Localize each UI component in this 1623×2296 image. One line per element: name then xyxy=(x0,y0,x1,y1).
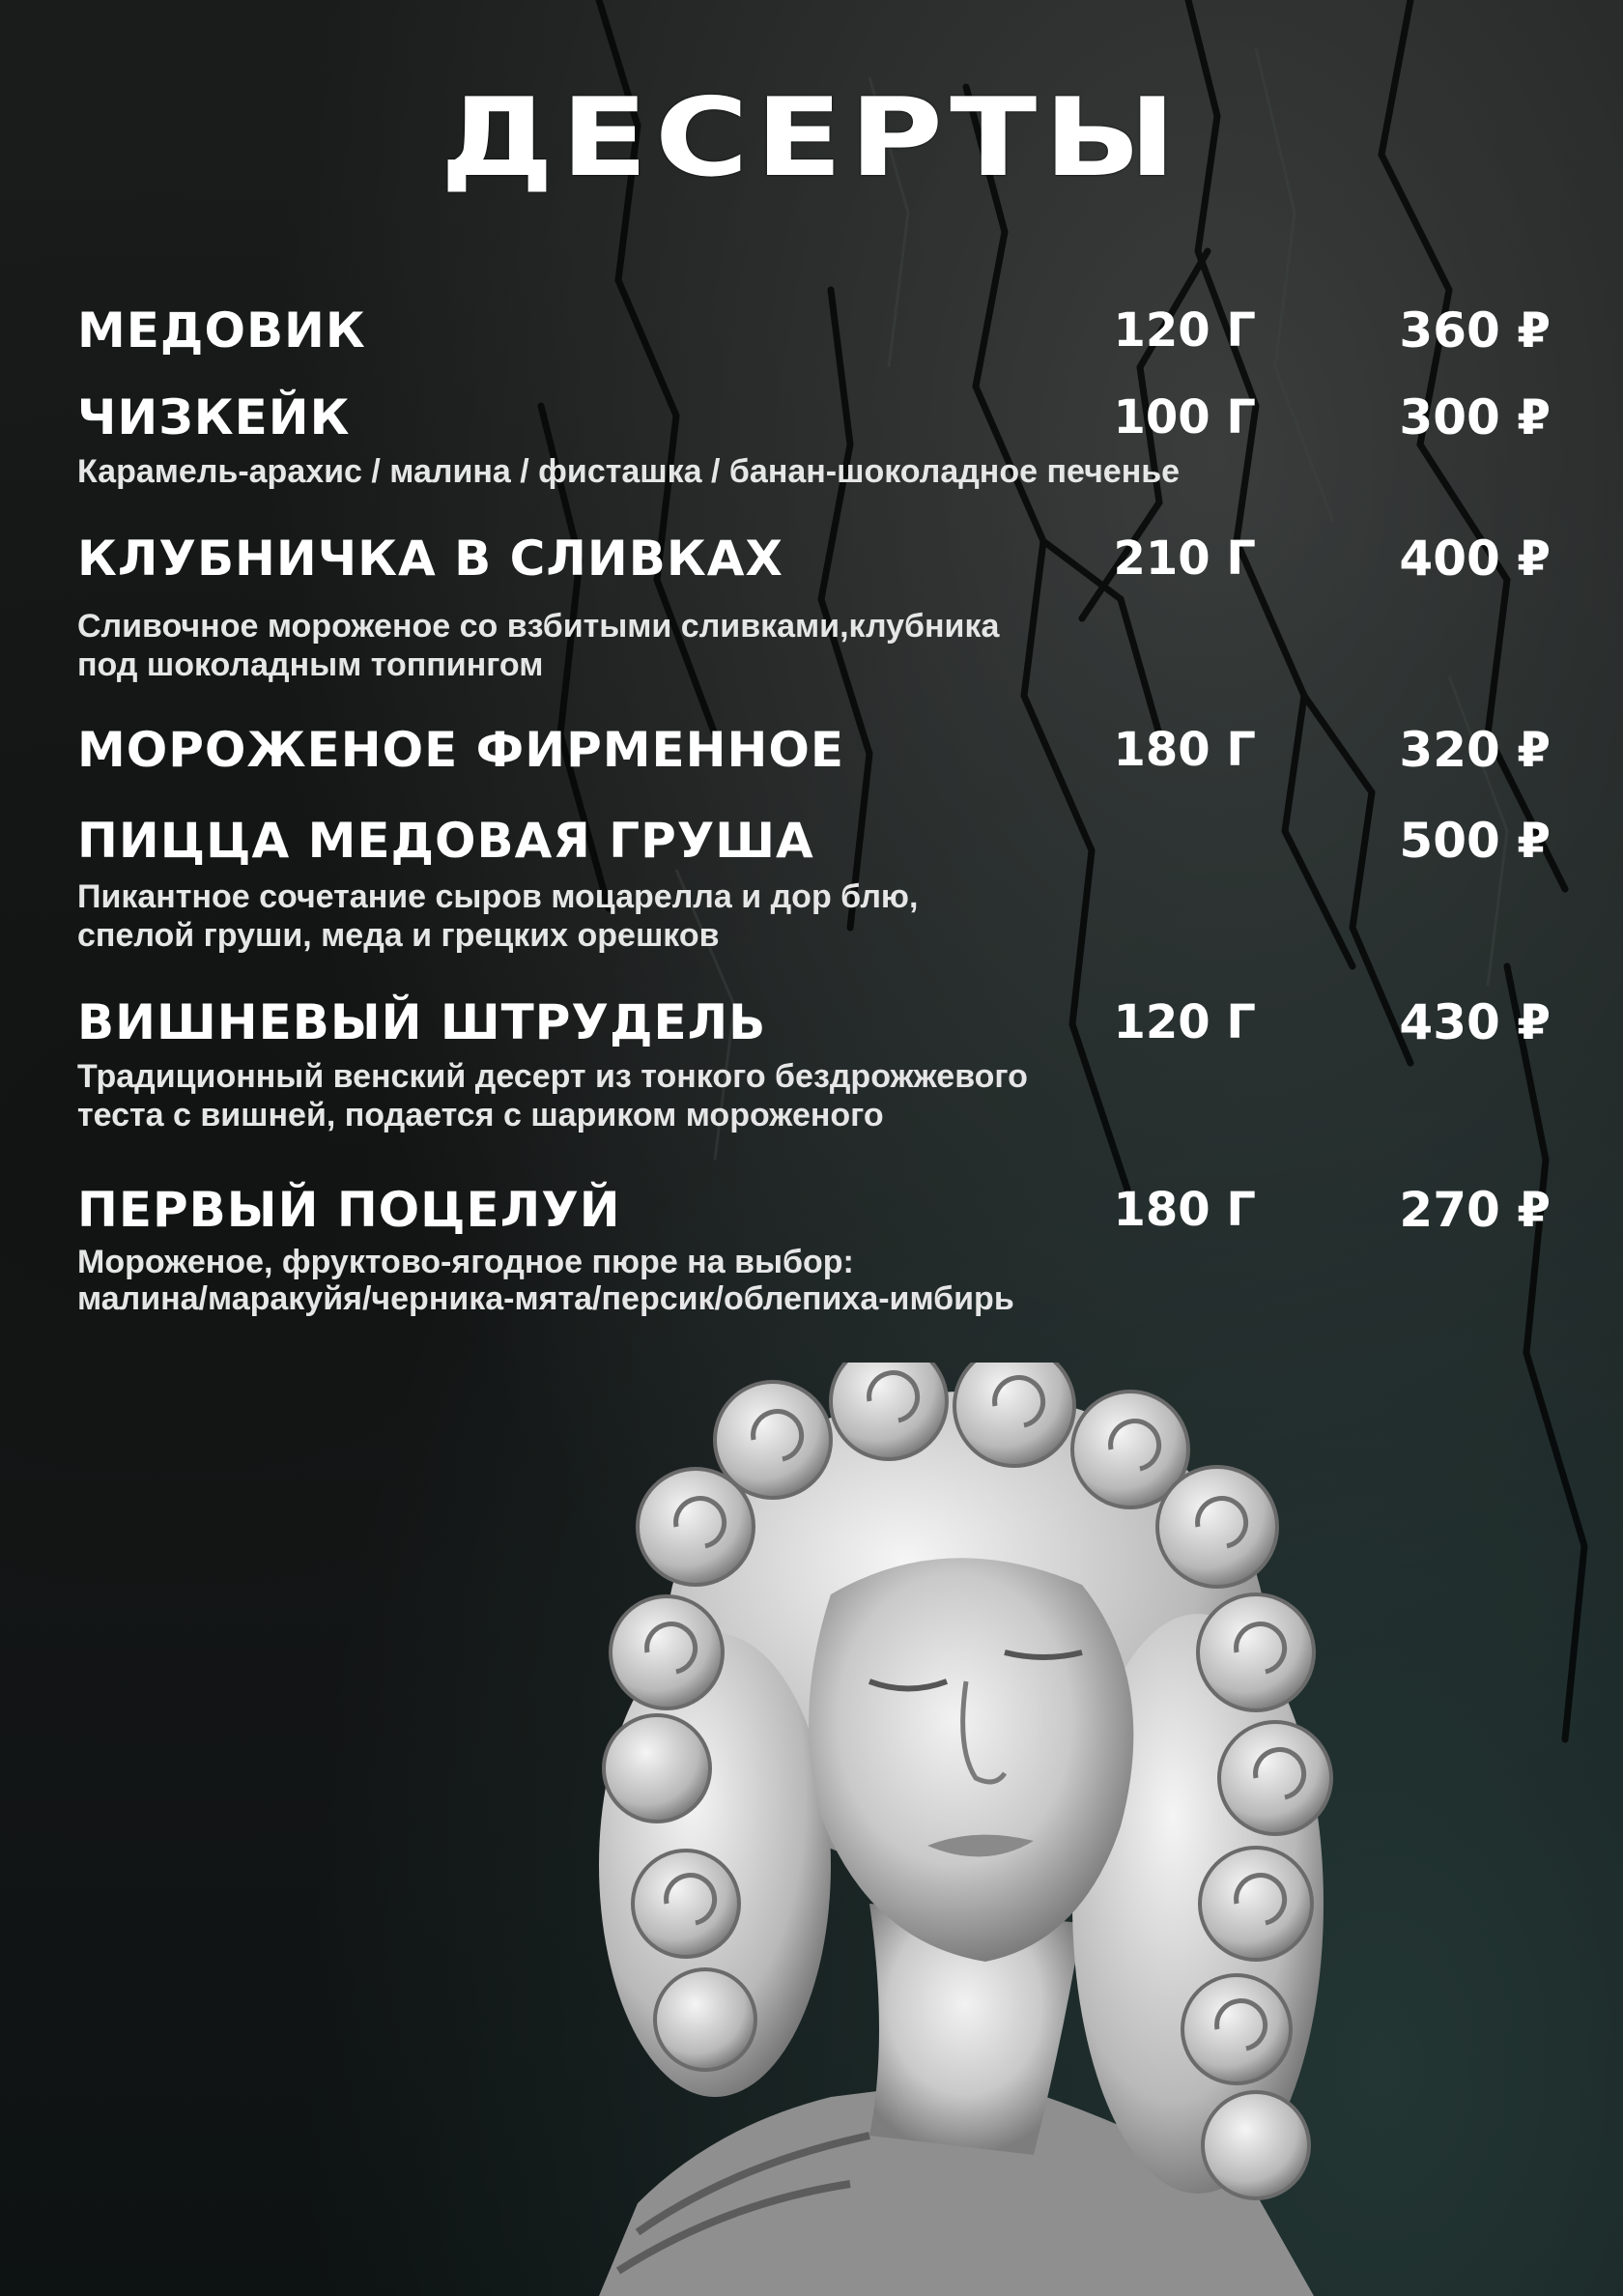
item-name: ЧИЗКЕЙК xyxy=(77,389,351,445)
item-description: Карамель-арахис / малина / фисташка / банан-шоколадное печенье xyxy=(77,453,1181,490)
item-weight: 100 Г xyxy=(1113,390,1256,445)
item-weight: 120 Г xyxy=(1113,303,1256,358)
item-price: 270 ₽ xyxy=(1399,1182,1551,1238)
item-weight: 180 Г xyxy=(1113,1183,1256,1237)
item-price: 360 ₽ xyxy=(1399,302,1551,359)
item-description: Традиционный венский десерт из тонкого бездрожжевого xyxy=(77,1058,1028,1095)
item-price: 300 ₽ xyxy=(1399,389,1551,445)
item-description: Пикантное сочетание сыров моцарелла и дор блю, xyxy=(77,878,919,915)
item-price: 500 ₽ xyxy=(1399,813,1551,869)
item-price: 320 ₽ xyxy=(1399,722,1551,778)
item-name: ПИЦЦА МЕДОВАЯ ГРУША xyxy=(77,813,814,869)
item-description: под шоколадным топпингом xyxy=(77,646,544,683)
item-name: ПЕРВЫЙ ПОЦЕЛУЙ xyxy=(77,1182,621,1238)
item-description: Сливочное мороженое со взбитыми сливками,клубника xyxy=(77,608,1000,645)
item-description: малина/маракуйя/черника-мята/персик/облепиха-имбирь xyxy=(77,1280,1014,1317)
item-name: МЕДОВИК xyxy=(77,302,366,359)
item-name: ВИШНЕВЫЙ ШТРУДЕЛЬ xyxy=(77,994,767,1050)
item-weight: 120 Г xyxy=(1113,995,1256,1049)
item-weight: 180 Г xyxy=(1113,723,1256,777)
page-title: ДЕСЕРТЫ xyxy=(440,75,1183,201)
item-description: спелой груши, меда и грецких орешков xyxy=(77,917,720,954)
statue-bust-image xyxy=(580,1363,1449,2296)
item-name: МОРОЖЕНОЕ ФИРМЕННОЕ xyxy=(77,722,845,778)
item-price: 430 ₽ xyxy=(1399,994,1551,1050)
item-weight: 210 Г xyxy=(1113,531,1256,586)
item-name: КЛУБНИЧКА В СЛИВКАХ xyxy=(77,531,783,587)
item-price: 400 ₽ xyxy=(1399,531,1551,587)
item-description: Мороженое, фруктово-ягодное пюре на выбор: xyxy=(77,1244,854,1280)
item-description: теста с вишней, подается с шариком мороженого xyxy=(77,1097,884,1134)
